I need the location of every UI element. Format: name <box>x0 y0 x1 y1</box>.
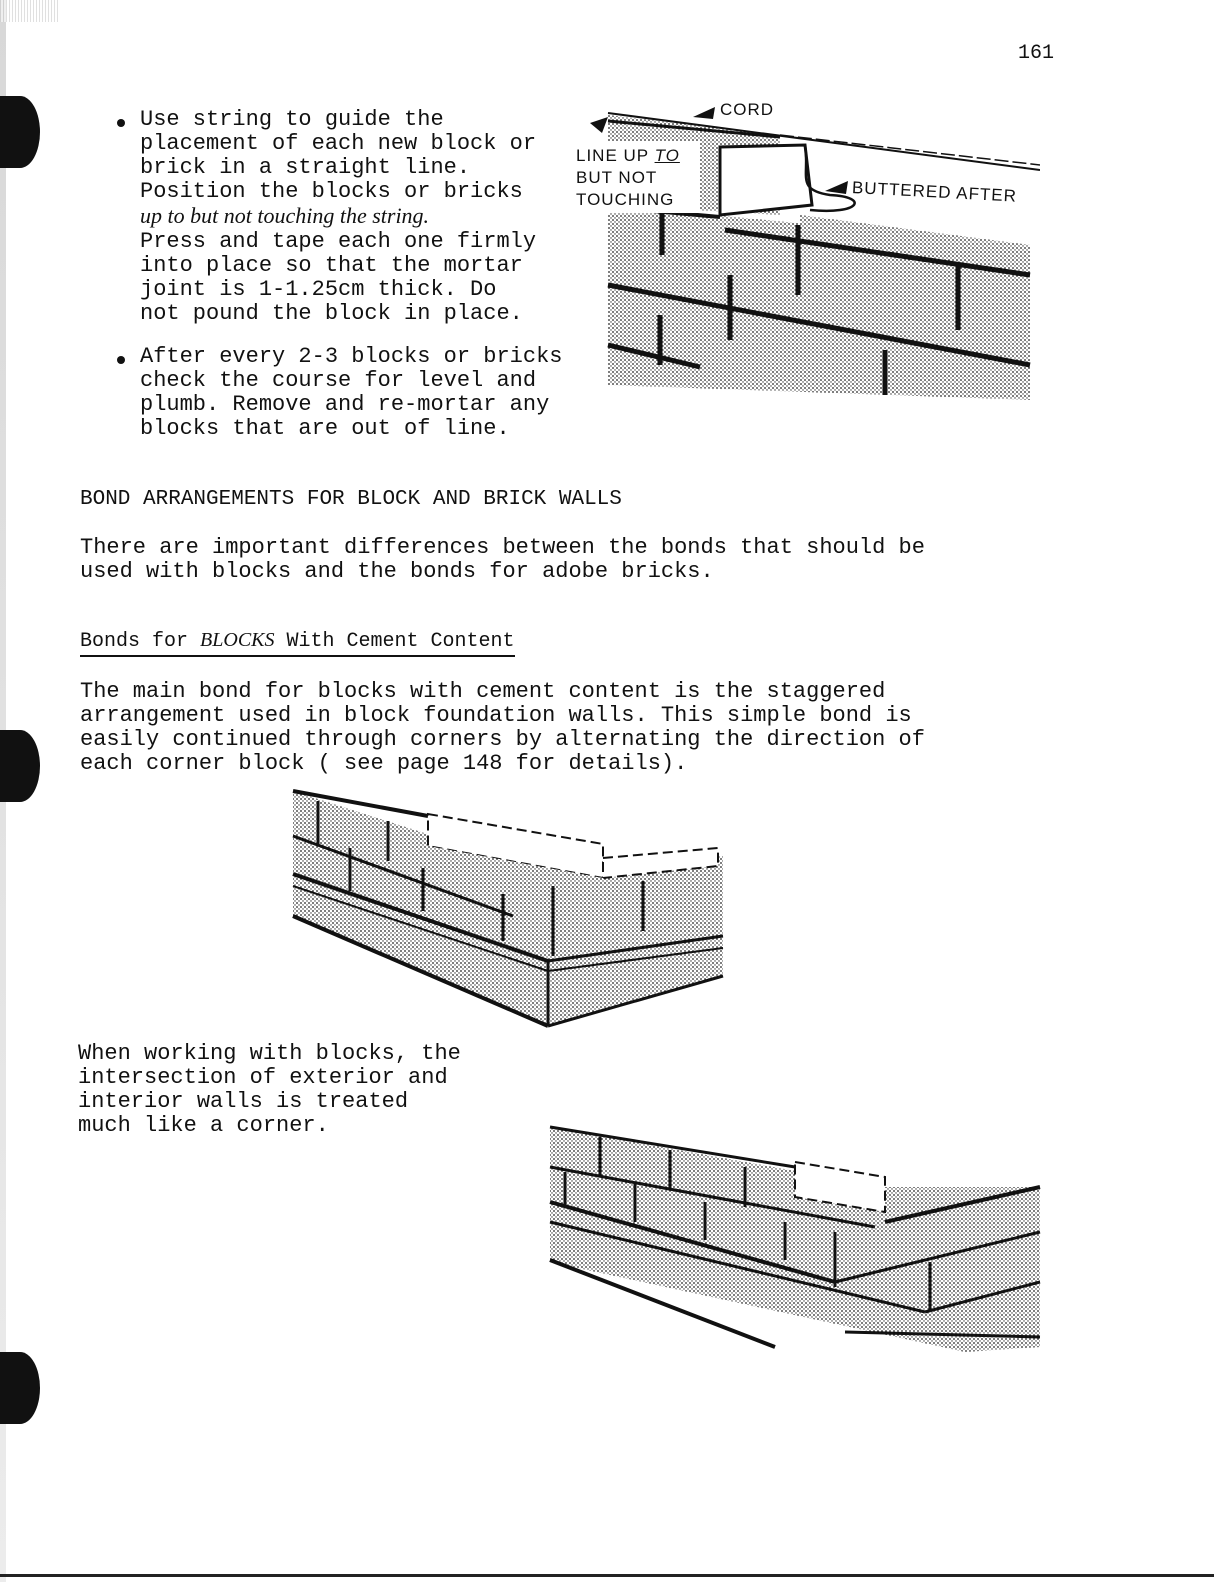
subheading-italic: BLOCKS <box>200 629 275 651</box>
intersection-bond-illustration <box>545 1122 1045 1357</box>
pointer-arrow <box>693 107 715 119</box>
bullet-text: Press and tape each one firmly into place so that the mortar joint is 1-1.25cm thick. Do not pound the block in place. <box>140 229 537 326</box>
label-to: TO <box>654 146 680 165</box>
label-line-up-text: LINE UP <box>576 146 649 165</box>
subheading-blocks <box>80 628 515 657</box>
scan-noise <box>0 0 60 22</box>
label-line-up <box>576 146 680 166</box>
bullet-text: Use string to guide the placement of each new block or brick in a straight line. Position the blocks or bricks <box>140 107 537 204</box>
bullet-marker <box>117 119 125 127</box>
cord-wall-illustration <box>580 95 1040 405</box>
binder-hole-top <box>0 96 40 168</box>
binder-hole-bottom <box>0 1352 40 1424</box>
intro-paragraph: There are important differences between the bonds that should be used with blocks and the bonds for adobe bricks. <box>80 535 925 584</box>
subheading-prefix: Bonds for <box>80 630 201 653</box>
section-heading: BOND ARRANGEMENTS FOR BLOCK AND BRICK WALLS <box>80 488 622 511</box>
pointer-arrow <box>825 181 848 194</box>
blocks-paragraph: The main bond for blocks with cement content is the staggered arrangement used in block foundation walls. This simple bond is easily continued through corners by alternating the direction of each corner block ( see page 148 for details). <box>80 679 925 776</box>
page-number: 161 <box>1018 42 1055 65</box>
binder-hole-middle <box>0 730 40 802</box>
bullet-marker <box>117 356 125 364</box>
subheading-suffix: With Cement Content <box>274 630 515 653</box>
bullet-instruction-string <box>140 108 590 326</box>
intersection-paragraph: When working with blocks, the intersection of exterior and interior walls is treated much like a corner. <box>78 1041 461 1138</box>
label-but-not: BUT NOT <box>576 168 658 187</box>
bullet-italic-text: up to but not touching the string. <box>140 203 430 228</box>
label-cord: CORD <box>720 100 775 119</box>
label-buttered-after: BUTTERED AFTER <box>851 178 1018 206</box>
bullet-instruction-check: After every 2-3 blocks or bricks check the course for level and plumb. Remove and re-mortar any blocks that are out of line. <box>140 344 563 441</box>
label-touching: TOUCHING <box>576 190 675 209</box>
page-bottom-edge <box>0 1574 1214 1577</box>
corner-bond-illustration <box>288 786 728 1031</box>
